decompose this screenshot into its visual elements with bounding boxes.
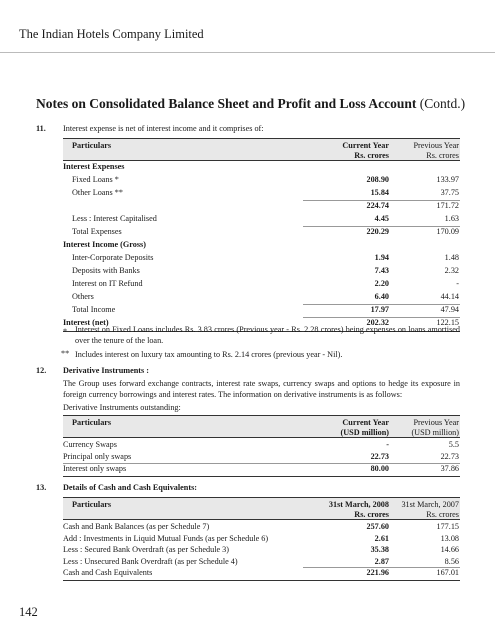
row-previous: - [456, 279, 459, 288]
row-previous: 177.15 [436, 522, 459, 531]
note11-number: 11. [36, 124, 46, 133]
row-current: 7.43 [374, 266, 389, 275]
row-label: Interest Income (Gross) [63, 240, 146, 249]
row-label: Others [72, 292, 94, 301]
col-previous-1: 31st March, 2007 [401, 500, 459, 509]
col-previous-2: Rs. crores [426, 510, 459, 519]
row-previous: 122.15 [436, 318, 459, 327]
table-row [63, 544, 460, 556]
row-current: 80.00 [370, 464, 389, 473]
row-previous: 8.56 [444, 556, 459, 566]
table-top-rule [63, 138, 460, 139]
note12-para: The Group uses forward exchange contracts, interest rate swaps, currency swaps and options to hedge its exposure in foreign currency borrowings and interest rates. The information on derivative instruments is as follows: [63, 379, 460, 399]
table-bottom-rule [63, 476, 460, 477]
table-row [63, 521, 460, 533]
cash-equivalents-table [63, 497, 460, 575]
table-bottom-rule [63, 580, 460, 581]
col-current-2: Rs. crores [354, 151, 389, 160]
section-title-text: Notes on Consolidated Balance Sheet and Profit and Loss Account [36, 96, 417, 111]
table-row [63, 291, 460, 303]
col-current-2: Rs. crores [354, 510, 389, 519]
row-previous: 44.14 [440, 292, 459, 301]
row-label: Interest Expenses [63, 162, 125, 171]
table-row [63, 463, 460, 475]
row-previous: 22.73 [440, 452, 459, 461]
row-previous: 5.5 [448, 440, 459, 449]
row-current: 208.90 [366, 175, 389, 184]
col-particulars: Particulars [72, 500, 112, 509]
note11-intro: Interest expense is net of interest income and it comprises of: [63, 124, 264, 133]
table-row [63, 239, 460, 251]
row-label: Interest on IT Refund [72, 279, 143, 288]
row-label: Fixed Loans * [72, 175, 119, 184]
row-current: 2.20 [374, 279, 389, 288]
table-top-rule [63, 497, 460, 498]
row-current: 224.74 [366, 201, 389, 210]
row-label: Cash and Bank Balances (as per Schedule 7) [63, 522, 210, 531]
row-previous: 37.86 [440, 464, 459, 473]
row-current: 1.94 [374, 253, 389, 262]
interest-table [63, 138, 460, 327]
table-row [63, 533, 460, 545]
note12-number: 12. [36, 366, 47, 375]
row-current: 2.87 [374, 556, 389, 566]
row-label: Less : Secured Bank Overdraft (as per Schedule 3) [63, 545, 229, 554]
row-current: 4.45 [374, 214, 389, 223]
col-particulars: Particulars [72, 418, 112, 427]
footnote1: Interest on Fixed Loans includes Rs. 3.83 crores (Previous year - Rs. 2.28 crores) being expenses on loans amortised over the tenure of the loan. [75, 325, 460, 345]
table-row [63, 265, 460, 277]
footnote2-mark: ** [61, 349, 70, 358]
col-previous-1: Previous Year [413, 418, 459, 427]
row-previous: 1.48 [444, 253, 459, 262]
row-label: Less : Interest Capitalised [72, 214, 157, 223]
row-label: Total Expenses [72, 227, 122, 236]
row-previous: 170.09 [436, 227, 459, 236]
row-label: Other Loans ** [72, 188, 123, 197]
row-previous: 167.01 [436, 568, 459, 577]
row-current: 202.32 [366, 318, 389, 327]
col-current-2: (USD million) [340, 428, 389, 437]
table-row [63, 556, 460, 568]
page-number: 142 [19, 605, 38, 619]
row-previous: 47.94 [440, 305, 459, 314]
row-previous: 37.75 [440, 188, 459, 197]
table-row [63, 278, 460, 290]
row-label: Interest (net) [63, 318, 109, 327]
table-row [63, 567, 460, 579]
company-header: The Indian Hotels Company Limited [19, 27, 204, 41]
table-header-rule [63, 160, 460, 161]
row-current: 220.29 [366, 227, 389, 236]
table-header-rule [63, 437, 460, 438]
row-previous: 171.72 [436, 201, 459, 210]
row-label: Currency Swaps [63, 440, 117, 449]
table-row [63, 213, 460, 225]
note13-title: Details of Cash and Cash Equivalents: [63, 483, 197, 492]
section-title [36, 96, 465, 112]
col-current-1: Current Year [342, 418, 389, 427]
table-row [63, 451, 460, 463]
row-label: Deposits with Banks [72, 266, 140, 275]
row-current: 17.97 [370, 305, 389, 314]
col-previous-2: (USD million) [411, 428, 459, 437]
row-label: Cash and Cash Equivalents [63, 568, 153, 577]
row-label: Less : Unsecured Bank Overdraft (as per Schedule 4) [63, 556, 238, 566]
row-previous: 133.97 [436, 175, 459, 184]
row-label: Inter-Corporate Deposits [72, 253, 154, 262]
table-top-rule [63, 415, 460, 416]
col-particulars: Particulars [72, 141, 112, 150]
row-current: 2.61 [374, 533, 389, 543]
row-previous: 2.32 [444, 266, 459, 275]
table-row [63, 226, 460, 238]
col-current-1: 31st March, 2008 [328, 500, 389, 509]
row-current: 22.73 [370, 452, 389, 461]
table-header-rule [63, 519, 460, 520]
table-row [63, 187, 460, 199]
row-previous: 13.08 [440, 533, 459, 543]
row-previous: 14.66 [440, 545, 459, 554]
row-current: 15.84 [370, 188, 389, 197]
row-current: - [386, 440, 389, 449]
row-current: 257.60 [366, 522, 389, 531]
note12-sub: Derivative Instruments outstanding: [63, 403, 181, 412]
row-previous: 1.63 [444, 214, 459, 223]
section-title-suffix: (Contd.) [419, 96, 466, 111]
table-row [63, 252, 460, 264]
table-row [63, 161, 460, 173]
derivatives-table [63, 415, 460, 473]
row-current: 221.96 [366, 568, 389, 577]
footnote1-mark: * [63, 327, 68, 336]
note12-title: Derivative Instruments : [63, 366, 149, 375]
col-current-1: Current Year [342, 141, 389, 150]
row-label: Interest only swaps [63, 464, 127, 473]
table-row [63, 304, 460, 316]
table-row [63, 174, 460, 186]
row-current: 35.38 [370, 545, 389, 554]
table-row [63, 200, 460, 212]
row-current: 6.40 [374, 292, 389, 301]
header-rule [0, 52, 495, 53]
note13-number: 13. [36, 483, 47, 492]
row-label: Total Income [72, 305, 116, 314]
col-previous-1: Previous Year [413, 141, 459, 150]
row-label: Add : Investments in Liquid Mutual Funds (as per Schedule 6) [63, 533, 269, 543]
col-previous-2: Rs. crores [426, 151, 459, 160]
table-row [63, 439, 460, 451]
footnote2: Includes interest on luxury tax amounting to Rs. 2.14 crores (previous year - Nil). [75, 350, 343, 359]
row-label: Principal only swaps [63, 452, 132, 461]
